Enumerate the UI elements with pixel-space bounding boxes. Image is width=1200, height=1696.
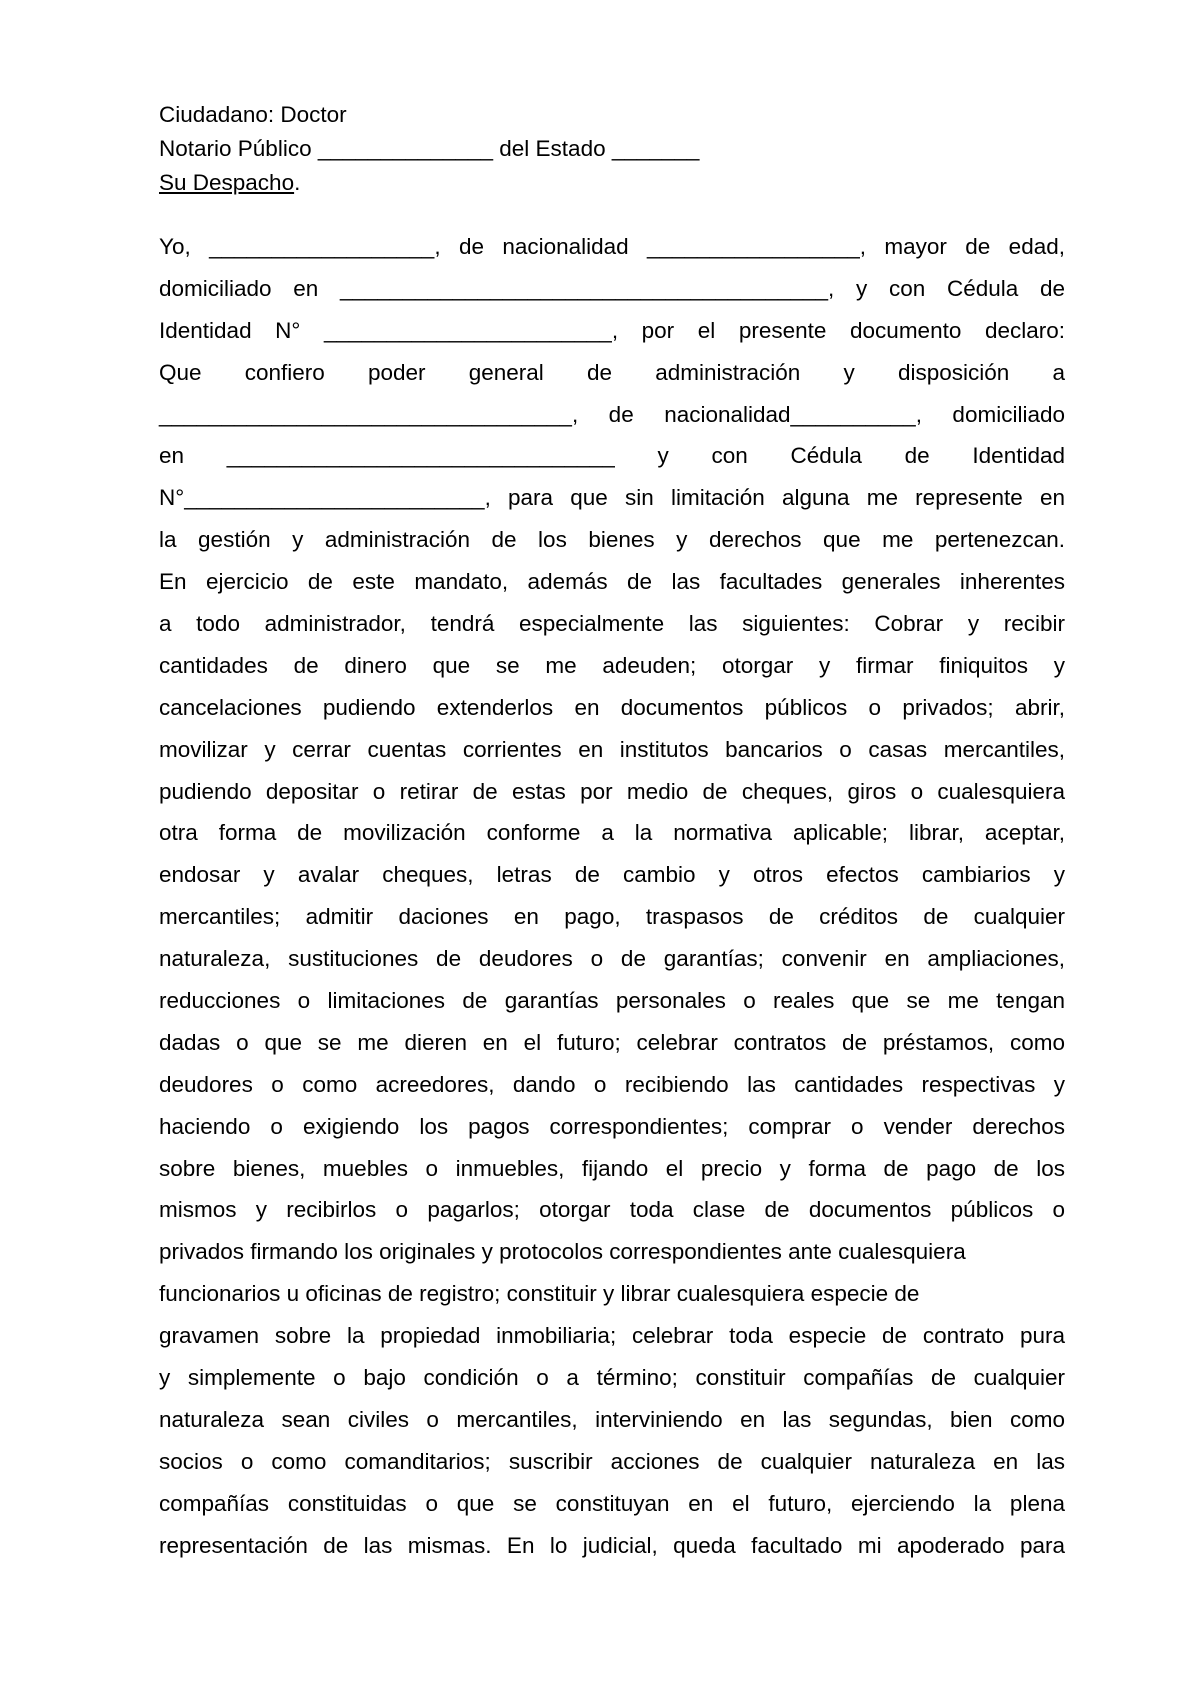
body-line: gravamen sobre la propiedad inmobiliaria; celebrar toda especie de contrato pura	[159, 1323, 1065, 1349]
addressee-block	[159, 98, 1059, 200]
body-line: sobre bienes, muebles o inmuebles, fijando el precio y forma de pago de los	[159, 1155, 1065, 1181]
body-line: N°________________________, para que sin limitación alguna me represente en	[159, 485, 1065, 511]
body-line: dadas o que se me dieren en el futuro; celebrar contratos de préstamos, como	[159, 1029, 1065, 1055]
body-line: endosar y avalar cheques, letras de cambio y otros efectos cambiarios y	[159, 862, 1065, 888]
body-line: representación de las mismas. En lo judicial, queda facultado mi apoderado para	[159, 1532, 1065, 1558]
body-line: mercantiles; admitir daciones en pago, traspasos de créditos de cualquier	[159, 904, 1065, 930]
body-line: Identidad N° _______________________, por el presente documento declaro:	[159, 317, 1065, 343]
addressee-line-1: Ciudadano: Doctor	[159, 102, 347, 127]
body-line: otra forma de movilización conforme a la normativa aplicable; librar, aceptar,	[159, 820, 1065, 846]
body-line: pudiendo depositar o retirar de estas por medio de cheques, giros o cualesquiera	[159, 778, 1065, 804]
addressee-despacho: Su Despacho	[159, 170, 295, 195]
body-line: mismos y recibirlos o pagarlos; otorgar toda clase de documentos públicos o	[159, 1197, 1065, 1223]
body-line: domiciliado en _______________________________________, y con Cédula de	[159, 275, 1065, 301]
body-line: deudores o como acreedores, dando o recibiendo las cantidades respectivas y	[159, 1071, 1065, 1097]
body-line: Que confiero poder general de administración y disposición a	[159, 359, 1065, 385]
body-line: socios o como comanditarios; suscribir acciones de cualquier naturaleza en las	[159, 1448, 1065, 1474]
body-line: a todo administrador, tendrá especialmente las siguientes: Cobrar y recibir	[159, 611, 1065, 637]
body-line: cancelaciones pudiendo extenderlos en documentos públicos o privados; abrir,	[159, 694, 1065, 720]
body-line: cantidades de dinero que se me adeuden; otorgar y firmar finiquitos y	[159, 652, 1065, 678]
addressee-line-3	[159, 166, 1059, 200]
body-line: en _______________________________ y con Cédula de Identidad	[159, 443, 1065, 469]
body-line: privados firmando los originales y protocolos correspondientes ante cualesquiera	[159, 1239, 966, 1265]
body-line: funcionarios u oficinas de registro; constituir y librar cualesquiera especie de	[159, 1281, 920, 1307]
body-line: _________________________________, de nacionalidad__________, domiciliado	[159, 401, 1065, 427]
body-line: naturaleza, sustituciones de deudores o de garantías; convenir en ampliaciones,	[159, 946, 1065, 972]
body-line: movilizar y cerrar cuentas corrientes en institutos bancarios o casas mercantiles,	[159, 736, 1065, 762]
body-line: Yo, __________________, de nacionalidad _________________, mayor de edad,	[159, 234, 1065, 259]
body-line: y simplemente o bajo condición o a término; constituir compañías de cualquier	[159, 1365, 1065, 1391]
addressee-line-2: Notario Público ______________ del Estado _______	[159, 136, 700, 161]
power-of-attorney-body	[159, 226, 1065, 1567]
body-line: reducciones o limitaciones de garantías personales o reales que se me tengan	[159, 988, 1065, 1014]
body-line: naturaleza sean civiles o mercantiles, interviniendo en las segundas, bien como	[159, 1406, 1065, 1432]
body-line: En ejercicio de este mandato, además de las facultades generales inherentes	[159, 569, 1065, 595]
body-line: compañías constituidas o que se constituyan en el futuro, ejerciendo la plena	[159, 1490, 1065, 1516]
body-line: la gestión y administración de los bienes y derechos que me pertenezcan.	[159, 527, 1065, 553]
body-line: haciendo o exigiendo los pagos correspondientes; comprar o vender derechos	[159, 1113, 1065, 1139]
addressee-period: .	[294, 170, 301, 195]
